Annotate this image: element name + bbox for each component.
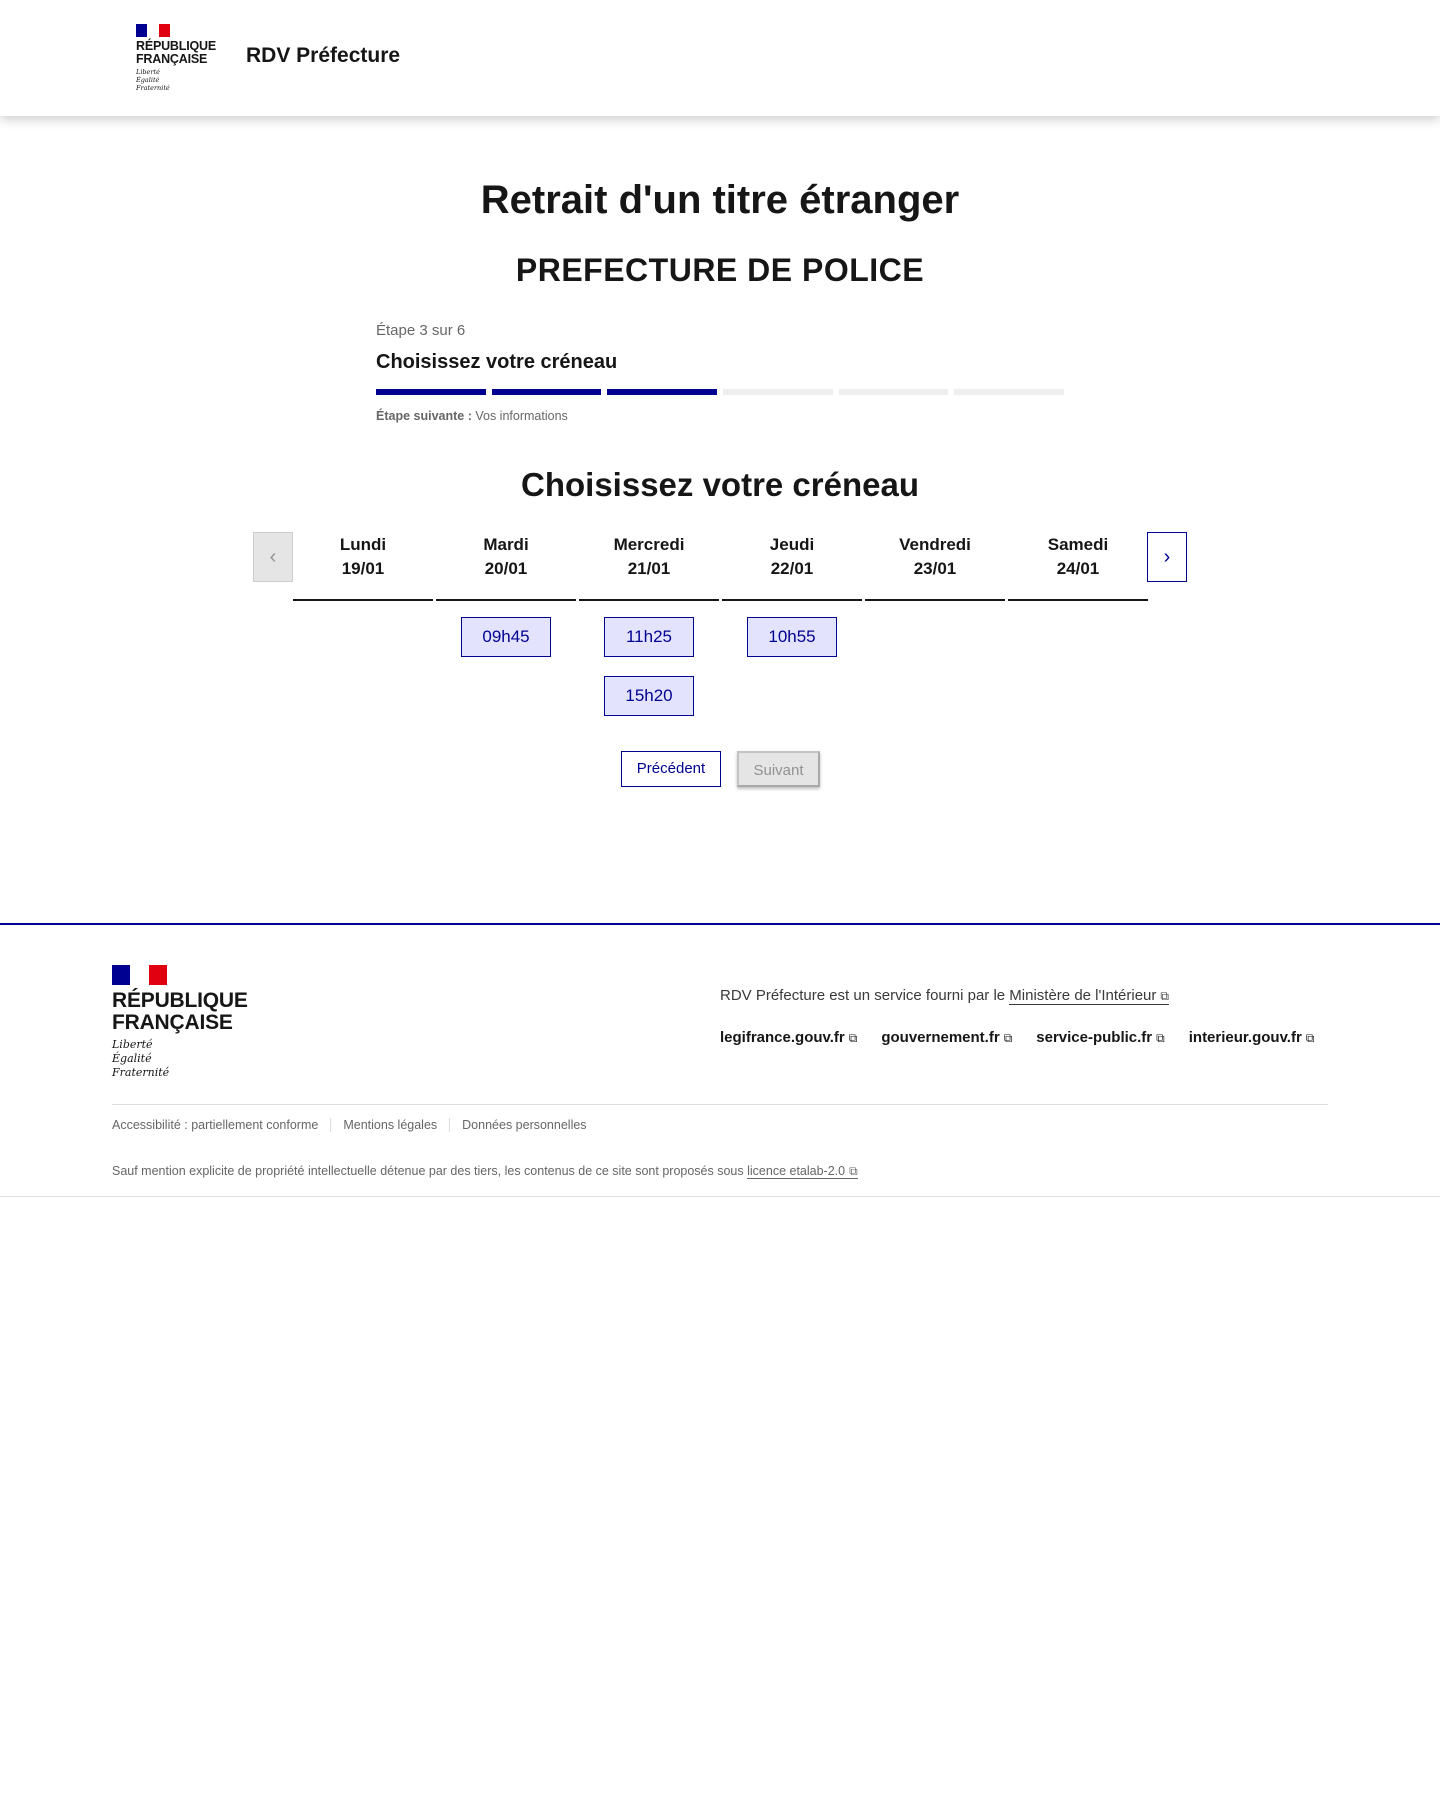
- footer-links: [720, 1029, 1314, 1046]
- license-link[interactable]: licence etalab-2.0 ⧉: [747, 1164, 858, 1178]
- stepper-next-label: Étape suivante :: [376, 409, 472, 423]
- stepper-progress-bar: [376, 389, 1064, 395]
- external-link-icon: ⧉: [849, 1164, 858, 1178]
- footer-link-label: interieur.gouv.fr: [1188, 1029, 1302, 1046]
- site-title[interactable]: RDV Préfecture: [246, 44, 401, 67]
- stepper-segment: [839, 389, 949, 395]
- time-slot-button[interactable]: 09h45: [461, 617, 551, 657]
- chevron-left-icon: ‹: [269, 545, 277, 568]
- footer-logo-text: RÉPUBLIQUE FRANÇAISE: [112, 989, 248, 1034]
- day-column: [436, 532, 576, 657]
- stepper-segment: [954, 389, 1064, 395]
- stepper-segment: [607, 389, 717, 395]
- day-column: [1008, 532, 1148, 601]
- ministere-link[interactable]: Ministère de l'Intérieur ⧉: [1009, 987, 1169, 1004]
- site-header: [0, 0, 1440, 116]
- stepper-state: Étape 3 sur 6: [376, 322, 466, 339]
- next-week-button[interactable]: [1147, 532, 1187, 582]
- external-link-icon: ⧉: [1156, 1031, 1165, 1045]
- day-name: Lundi: [339, 535, 387, 554]
- slot-calendar: [253, 532, 1187, 762]
- day-date: 23/01: [913, 559, 957, 578]
- chevron-right-icon: ›: [1163, 545, 1171, 568]
- logo-motto: Liberté Égalité Fraternité: [136, 68, 170, 92]
- external-link-icon: ⧉: [1160, 989, 1169, 1003]
- footer-link-label: gouvernement.fr: [881, 1029, 1000, 1046]
- stepper: [376, 322, 1064, 423]
- stepper-segment: [723, 389, 833, 395]
- time-slot-button[interactable]: 15h20: [604, 676, 694, 716]
- day-header: [293, 532, 433, 601]
- day-column: [579, 532, 719, 716]
- footer-link[interactable]: [1036, 1029, 1164, 1046]
- external-link-icon: ⧉: [1003, 1031, 1013, 1045]
- external-link-icon: ⧉: [848, 1031, 858, 1045]
- footer-license: Sauf mention explicite de propriété intellectuelle détenue par des tiers, les contenus de ce site sont proposés sous licence etalab-2.0 ⧉: [112, 1164, 858, 1178]
- stepper-segment: [492, 389, 602, 395]
- day-column: [293, 532, 433, 601]
- day-name: Samedi: [1047, 535, 1109, 554]
- footer-logo-motto: Liberté Égalité Fraternité: [112, 1038, 170, 1079]
- day-date: 20/01: [484, 559, 528, 578]
- stepper-next-value: Vos informations: [475, 409, 568, 423]
- footer-link[interactable]: [1189, 1029, 1315, 1046]
- day-name: Jeudi: [769, 535, 815, 554]
- footer-description: RDV Préfecture est un service fourni par le Ministère de l'Intérieur ⧉: [720, 987, 1169, 1004]
- day-name: Mardi: [483, 535, 529, 554]
- day-name: Vendredi: [899, 535, 971, 554]
- page-title: Retrait d'un titre étranger: [480, 178, 960, 222]
- footer-bottom-link[interactable]: Mentions légales: [330, 1118, 449, 1132]
- day-column: [865, 532, 1005, 601]
- footer-logo[interactable]: [112, 965, 248, 1080]
- time-slot-button[interactable]: 10h55: [747, 617, 837, 657]
- site-footer: [0, 923, 1440, 1197]
- marianne-flag-icon: [112, 965, 167, 985]
- stepper-segment: [376, 389, 486, 395]
- day-date: 19/01: [341, 559, 385, 578]
- logo-text: RÉPUBLIQUE FRANÇAISE: [136, 39, 216, 66]
- footer-bottom-link[interactable]: Données personnelles: [449, 1118, 598, 1132]
- day-header: [1008, 532, 1148, 601]
- day-header: [865, 532, 1005, 601]
- external-link-icon: ⧉: [1305, 1031, 1315, 1045]
- day-date: 24/01: [1056, 559, 1100, 578]
- republique-francaise-logo[interactable]: [136, 24, 216, 92]
- footer-bottom-links: [112, 1118, 599, 1132]
- day-header: [579, 532, 719, 601]
- marianne-flag-icon: [136, 24, 170, 37]
- next-button[interactable]: Suivant: [737, 751, 820, 787]
- footer-link[interactable]: [720, 1029, 857, 1046]
- footer-link[interactable]: [881, 1029, 1012, 1046]
- day-column: [722, 532, 862, 657]
- section-title: Choisissez votre créneau: [521, 466, 919, 503]
- day-header: [436, 532, 576, 601]
- stepper-next-step: [376, 409, 1064, 423]
- footer-divider: [112, 1104, 1328, 1105]
- stepper-title: Choisissez votre créneau: [376, 351, 618, 373]
- form-actions: [0, 751, 1440, 791]
- footer-link-label: legifrance.gouv.fr: [720, 1029, 845, 1046]
- page-subtitle: PREFECTURE DE POLICE: [515, 252, 925, 288]
- day-header: [722, 532, 862, 601]
- day-name: Mercredi: [613, 535, 685, 554]
- footer-link-label: service-public.fr: [1036, 1029, 1153, 1046]
- previous-week-button[interactable]: [253, 532, 293, 582]
- time-slot-button[interactable]: 11h25: [604, 617, 694, 657]
- day-date: 22/01: [770, 559, 814, 578]
- day-date: 21/01: [627, 559, 671, 578]
- footer-bottom-link[interactable]: Accessibilité : partiellement conforme: [112, 1118, 319, 1132]
- previous-button[interactable]: Précédent: [621, 751, 721, 787]
